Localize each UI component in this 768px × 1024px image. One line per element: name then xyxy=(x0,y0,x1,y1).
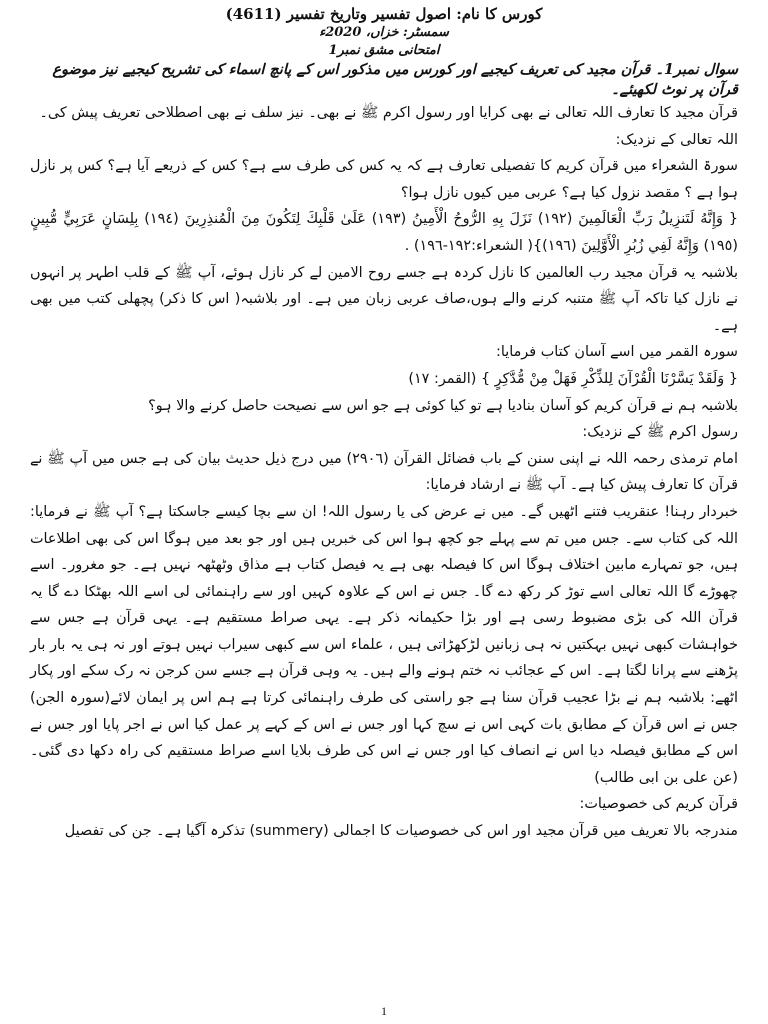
paragraph-summary: مندرجہ بالا تعریف میں قرآن مجید اور اس کی خصوصیات کا اجمالی (summery) تذکرہ آگیا ہے۔ جن کی تفصیل xyxy=(64,823,738,840)
ayah-shuara: { وَإِنَّهُ لَتَنزِيلُ رَبِّ الْعَالَمِينَ (١٩٢) نَزَلَ بِهِ الرُّوحُ الْأَمِينُ (١٩٣) عَلَىٰ قَلْبِكَ لِتَكُونَ مِنَ الْمُنذِرِينَ (١٩٤) بِلِسَانٍ عَرَبِيٍّ مُّبِينٍ (١٩٥) وَإِنَّهُ لَفِي زُبُرِ الْأَوَّلِينَ (١٩٦)}( الشعراء:١٩٢-١٩٦) . xyxy=(30,211,739,254)
document-header xyxy=(0,4,768,60)
paragraph-tirmidhi: امام ترمذی رحمہ اللہ نے اپنی سنن کے باب فضائل القرآن (٢٩٠٦) میں درج ذیل حدیث بیان کی ہے جس میں آپ ﷺ نے قرآن کا تعارف پیش کیا ہے۔ آپ ﷺ نے ارشاد فرمایا: xyxy=(30,450,739,494)
course-title: کورس کا نام: اصول تفسیر وتاریخ تفسیر (4611) xyxy=(225,5,543,23)
subheading-features: قرآن کریم کی خصوصیات: xyxy=(579,796,738,813)
paragraph-hadith: خبردار رہنا! عنقریب فتنے اٹھیں گے۔ میں نے عرض کی یا رسول اللہ! ان سے بچا کیسے جاسکتا ہے؟ آپ ﷺ نے فرمایا: اللہ کی کتاب سے۔ جس میں تم سے پہلے جو کچھ ہوا اس کی خبریں ہیں اور جو بعد میں ہوگا اس کی بھی اطلاعات ہیں، جو تمہارے مابین اختلاف ہوگا اس کا فیصلہ بھی ہے یہ فیصل کتاب ہے مذاق وٹھٹھہ نہیں ہے۔ جو مغرور۔ اسے چھوڑے گا اللہ تعالی اسے توڑ کر رکھ دے گا۔ جس نے اس کے علاوہ کہیں اور سے راہنمائی لی اسے اللہ بھٹکا دے گا یہ قرآن اللہ کی بڑی مضبوط رسی ہے اور بڑا حکیمانہ ذکر ہے۔ یہی صراط مستقیم ہے۔ یہی قرآن ہے جس سے خواہشات کبھی نہیں بہکتیں نہ ہی زبانیں لڑکھڑاتی ہیں ، علماء اس سے کبھی سیراب نہیں ہوتے اور نہ ہی یہ بار بار پڑھنے سے پرانا لگتا ہے۔ اس کے عجائب نہ ختم ہونے والے ہیں۔ یہ وہی قرآن ہے جسے سن کرجن نہ رک سکے اور پکار اٹھے: بلاشبہ ہم نے بڑا عجیب قرآن سنا ہے جو راستی کی طرف راہنمائی کرتا ہے ہم اس پر ایمان لائے(سورہ الجن) جس نے اس قرآن کے مطابق بات کہی اس نے سچ کہا اور جس نے اس کے کہے پر عمل کیا اس نے اجر پایا اور جس نے اس کے مطابق فیصلہ دیا اس نے انصاف کیا اور جس نے اس کی طرف بلایا اسے صراط مستقیم کی راہ دکھا دی گئی۔(عن علی بن ابی طالب) xyxy=(30,503,738,786)
paragraph-intro: قرآن مجید کا تعارف اللہ تعالی نے بھی کرایا اور رسول اکرم ﷺ نے بھی۔ نیز سلف نے بھی اصطلاحی تعریف پیش کی۔ xyxy=(39,105,738,121)
subheading-allah: اللہ تعالی کے نزدیک: xyxy=(615,131,738,148)
paragraph-shuara-translation: بلاشبہ یہ قرآن مجید رب العالمین کا نازل کردہ ہے جسے روح الامین لے کر نازل ہوئے، آپ ﷺ کے قلب اطہر پر انہوں نے نازل کیا تاکہ آپ ﷺ متنبہ کرنے والے ہوں،صاف عربی زبان میں ہے۔ اور بلاشبہ( اس کا ذکر) پچھلی کتب میں بھی ہے۔ xyxy=(30,264,738,334)
paragraph-qamar-translation: بلاشبہ ہم نے قرآن کریم کو آسان بنادیا ہے تو کیا کوئی ہے جو اس سے نصیحت حاصل کرنے والا ہو؟ xyxy=(148,397,738,414)
page-number: 1 xyxy=(381,1004,387,1018)
semester-line: سمسٹر: خزاں، 2020ء xyxy=(319,25,449,40)
ayah-qamar: { وَلَقَدْ يَسَّرْنَا الْقُرْآنَ لِلذِّكْرِ فَهَلْ مِنْ مُّدَّكِرٍ } (القمر: ١٧) xyxy=(408,370,738,387)
paragraph-qamar: سورہ القمر میں اسے آسان کتاب فرمایا: xyxy=(495,344,738,361)
question-heading: سوال نمبر1۔ قرآن مجید کی تعریف کیجیے اور کورس میں مذکور اس کے پانچ اسماء کی تشریح کیجیے نیز موضوع قرآن پر نوٹ لکھیئے۔ xyxy=(52,61,738,98)
document-body xyxy=(0,100,768,845)
assignment-line: امتحانی مشق نمبر1 xyxy=(328,43,440,58)
subheading-rasool: رسول اکرم ﷺ کے نزدیک: xyxy=(582,424,738,441)
paragraph-shuara: سورۃ الشعراء میں قرآن کریم کا تفصیلی تعارف ہے کہ یہ کس کی طرف سے ہے؟ کس کے ذریعے آیا ہے؟ کس پر نازل ہوا ہے ؟ مقصد نزول کیا ہے؟ عربی میں کیوں نازل ہوا؟ xyxy=(30,158,738,201)
